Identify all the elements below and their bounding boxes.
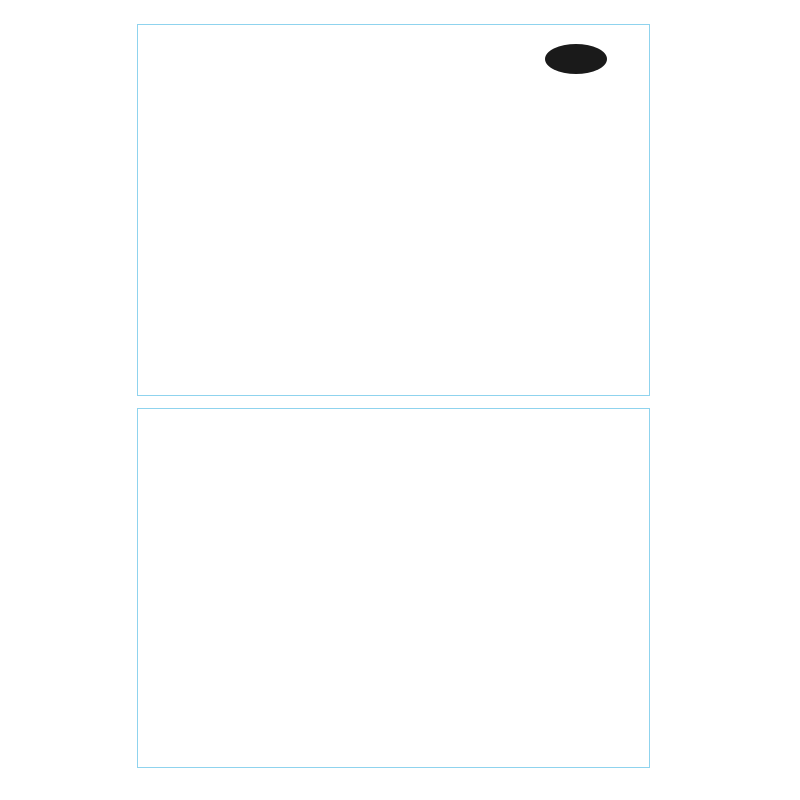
otc-badge	[545, 44, 607, 74]
leaflet-page-bottom	[137, 408, 650, 768]
leaflet-page-top	[137, 24, 650, 396]
